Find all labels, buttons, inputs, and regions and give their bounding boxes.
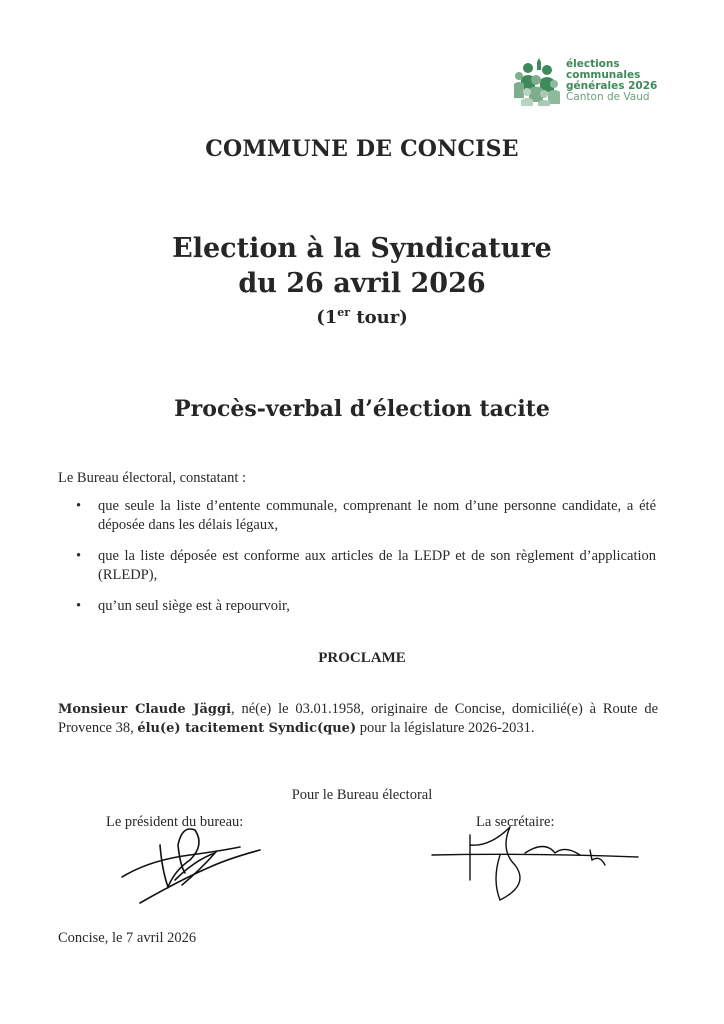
- secretary-label: La secrétaire:: [476, 814, 555, 830]
- list-item: • qu’un seul siège est à repourvoir,: [76, 597, 656, 616]
- for-bureau-label: Pour le Bureau électoral: [291, 787, 433, 803]
- people-group-icon: [514, 56, 564, 106]
- elections-logo: [514, 56, 714, 112]
- findings-list: [76, 497, 656, 628]
- logo-line-canton: Canton de Vaud: [566, 91, 650, 103]
- president-signature: [120, 825, 270, 905]
- president-label: Le président du bureau:: [106, 814, 244, 830]
- decision-paragraph: [58, 700, 658, 738]
- elected-name: Monsieur Claude Jäggi: [58, 702, 232, 717]
- secretary-signature: [430, 825, 640, 905]
- round-number: (1: [316, 307, 338, 328]
- list-item: • que seule la liste d’entente communale, comprenant le nom d’une personne candidate, a été déposée dans les délais légaux,: [76, 497, 656, 535]
- round-superscript: er: [337, 306, 351, 319]
- round-suffix: tour): [350, 307, 408, 328]
- election-date: du 26 avril 2026: [238, 268, 486, 299]
- elected-details: , né(e) le 03.01.1958, originaire de Concise, domicilié(e) à Route de Provence 38,: [58, 701, 659, 736]
- place-date: Concise, le 7 avril 2026: [58, 930, 197, 946]
- document-type-heading: Procès-verbal d’élection tacite: [174, 396, 550, 422]
- logo-line-generales: générales 2026: [566, 80, 658, 92]
- logo-line-communales: communales: [566, 69, 641, 81]
- intro-text: Le Bureau électoral, constatant :: [58, 470, 247, 486]
- election-title: Election à la Syndicature: [172, 233, 552, 264]
- election-round: [0, 306, 724, 328]
- elected-term: pour la législature 2026-2031.: [356, 720, 535, 736]
- proclame-heading: PROCLAME: [318, 650, 406, 666]
- elected-status: élu(e) tacitement Syndic(que): [137, 721, 357, 736]
- list-item: • que la liste déposée est conforme aux articles de la LEDP et de son règlement d’application (RLEDP),: [76, 547, 656, 585]
- logo-line-elections: élections: [566, 58, 620, 70]
- commune-heading: COMMUNE DE CONCISE: [205, 136, 519, 162]
